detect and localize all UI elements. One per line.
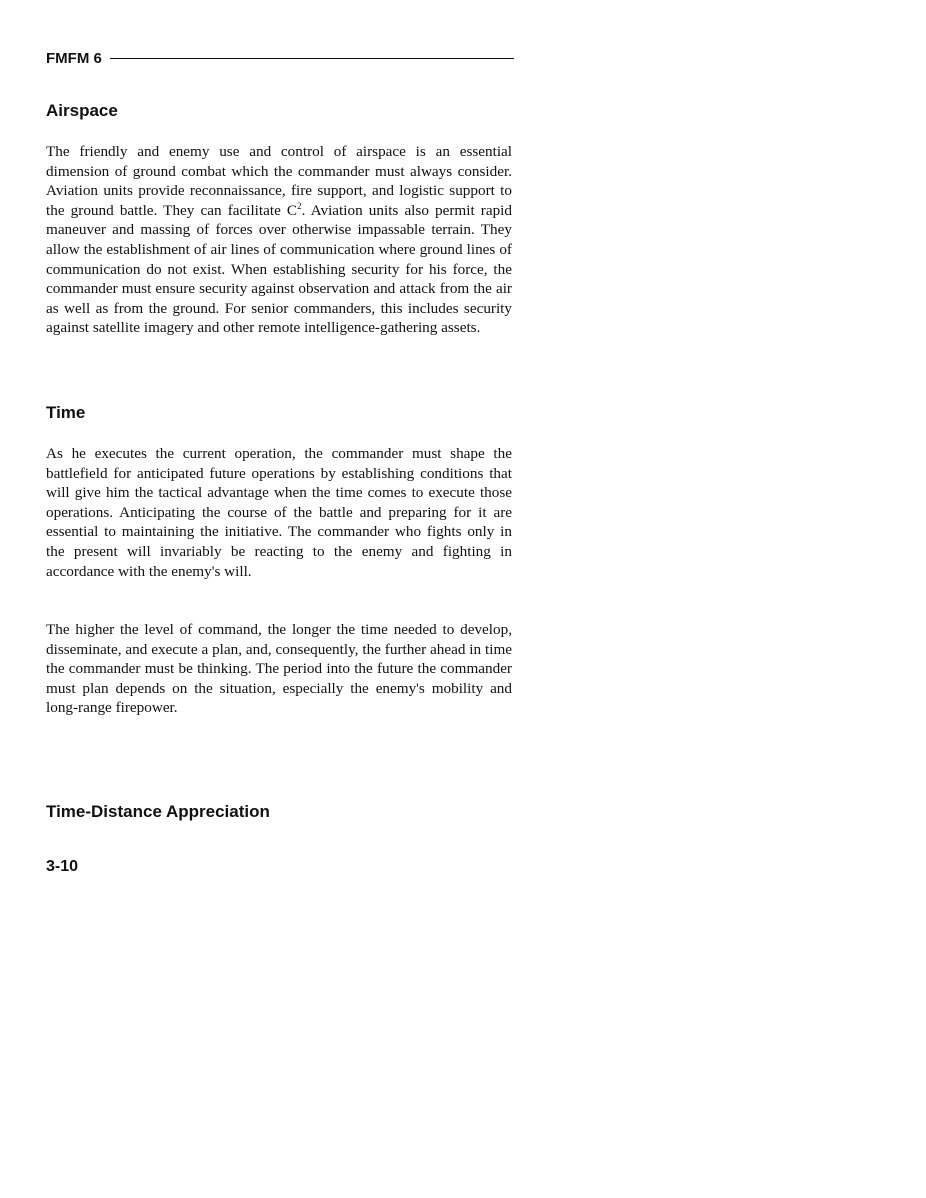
time-paragraph-1: As he executes the current operation, the commander must shape the battlefield for anticipated future operations by establishing conditions that will give him the tactical advantage when the time comes to execute those operations. Anticipating the course of the battle and preparing for it are essential to maintaining the initiative. The commander who fights only in the present will invariably be reacting to the enemy and fighting in accordance with the enemy's will. (46, 445, 512, 580)
airspace-paragraph (46, 142, 512, 338)
running-header (46, 48, 514, 68)
time-paragraph-2: The higher the level of command, the longer the time needed to develop, disseminate, and execute a plan, and, consequently, the further ahead in time the commander must be thinking. The period into the future the commander must plan depends on the situation, especially the enemy's mobility and long-range firepower. (46, 621, 512, 717)
airspace-heading: Airspace (46, 101, 118, 120)
airspace-text-part2: . Aviation units also permit rapid maneuver and massing of forces over otherwise impassable terrain. They allow the establishment of air lines of communication where ground lines of communication do not exist. When establishing security for his force, the commander must ensure security against observation and attack from the air as well as from the ground. For senior commanders, this includes security against satellite imagery and other remote intelligence-gathering assets. (46, 201, 512, 337)
time-distance-heading: Time-Distance Appreciation (46, 802, 270, 821)
page-number: 3-10 (46, 858, 79, 875)
manual-designation: FMFM 6 (46, 49, 102, 67)
time-heading: Time (46, 403, 86, 422)
c2-superscript: 2 (297, 200, 302, 211)
header-rule (110, 58, 514, 59)
airspace-text-part1: The friendly and enemy use and control of airspace is an essential dimension of ground combat which the commander must always consider. Aviation units provide reconnaissance, fire support, and logistic support to the ground battle. They can facilitate C (46, 143, 512, 219)
